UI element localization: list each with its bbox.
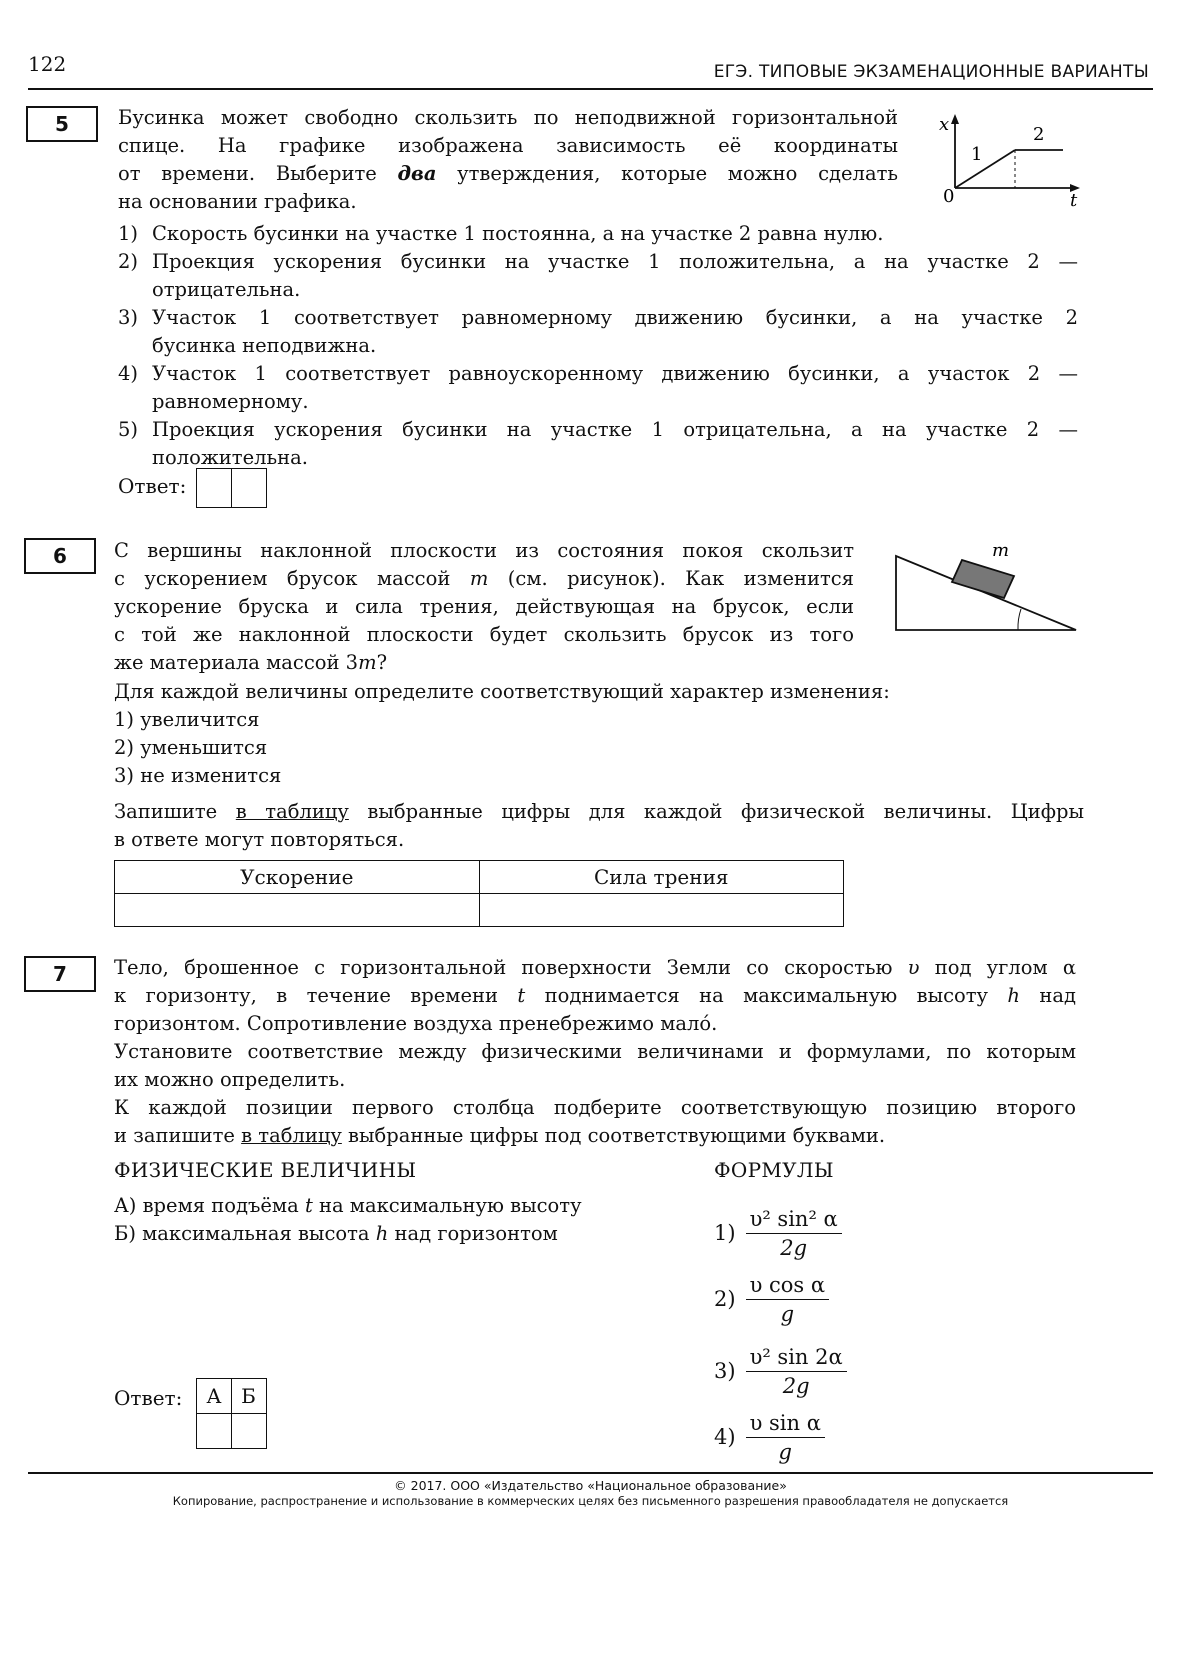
q7-quantities — [114, 1192, 654, 1248]
q6-answer-friction-cell[interactable] — [479, 894, 844, 927]
q6-line-5: же материала массой 3m? — [114, 651, 388, 674]
q5-option-5: 5) Проекция ускорения бусинки на участке 1 отрицательна, а на участке 2 — положительна. — [118, 418, 1078, 469]
q5-answer-cell-2[interactable] — [231, 468, 267, 508]
q7-formula-1: 1) $\frac{\text{υ² sin² α}}{2g}$ — [714, 1200, 847, 1266]
q5-intro-line-2: спице. На графике изображена зависимость её координаты — [118, 134, 898, 157]
q7-formula-3: 3) $\frac{\text{υ² sin 2α}}{2g}$ — [714, 1338, 847, 1404]
segment-1-line — [955, 150, 1015, 188]
page-number: 122 — [28, 52, 67, 76]
footer-rule — [28, 1472, 1153, 1474]
angle-arc — [1018, 609, 1021, 630]
q7-column-1-title: ФИЗИЧЕСКИЕ ВЕЛИЧИНЫ — [114, 1158, 417, 1182]
x-axis-arrow — [951, 114, 959, 124]
q7-answer-table — [196, 1378, 267, 1449]
q7-line-6: К каждой позиции первого столбца подберите соответствующую позицию второго — [114, 1096, 1076, 1119]
t-axis-label: t — [1070, 190, 1078, 210]
origin-label: 0 — [943, 186, 955, 207]
q5-option-4: 4) Участок 1 соответствует равноускоренному движению бусинки, а участок 2 — равномерному. — [118, 362, 1078, 413]
q7-formula-2: 2) $\frac{\text{υ cos α}}{g}$ — [714, 1266, 847, 1332]
question-6-intro — [114, 537, 854, 677]
q7-line-1: Тело, брошенное с горизонтальной поверхности Земли со скоростью υ под углом α — [114, 956, 1076, 979]
x-axis-label: x — [939, 114, 950, 135]
q6-choice-2: 2) уменьшится — [114, 736, 268, 759]
q7-answer-label: Ответ: — [114, 1386, 183, 1410]
q5-answer-cell-1[interactable] — [196, 468, 232, 508]
block-mass-label: m — [992, 540, 1010, 561]
question-6-number: 6 — [24, 538, 96, 574]
q6-write-line-2: в ответе могут повторяться. — [114, 828, 405, 851]
q5-option-1: 1) Скорость бусинки на участке 1 постоянна, а на участке 2 равна нулю. — [118, 222, 884, 245]
q7-item-b: Б) максимальная высота h над горизонтом — [114, 1222, 558, 1245]
q6-inclined-plane-figure — [890, 536, 1085, 636]
question-5-intro — [118, 104, 898, 216]
q6-answer-table — [114, 860, 844, 927]
q6-line-4: с той же наклонной плоскости будет скользить брусок из того — [114, 623, 854, 646]
q7-line-5: их можно определить. — [114, 1068, 346, 1091]
q7-formulas — [714, 1200, 847, 1470]
question-7-intro — [114, 954, 1076, 1150]
running-header: ЕГЭ. ТИПОВЫЕ ЭКЗАМЕНАЦИОННЫЕ ВАРИАНТЫ — [713, 62, 1149, 82]
q7-line-2: к горизонту, в течение времени t поднимается на максимальную высоту h над — [114, 984, 1076, 1007]
q6-line-2: с ускорением брусок массой m (см. рисунок). Как изменится — [114, 567, 854, 590]
segment-1-label: 1 — [971, 144, 983, 165]
q5-position-time-graph — [925, 110, 1085, 210]
q7-answer-cell-a[interactable] — [196, 1413, 232, 1449]
q6-choice-3: 3) не изменится — [114, 764, 282, 787]
q6-write-line-1: Запишите в таблицу выбранные цифры для каждой физической величины. Цифры — [114, 800, 1085, 823]
q7-answer-cell-b[interactable] — [231, 1413, 267, 1449]
q7-answer-header-b: Б — [231, 1378, 267, 1414]
header-rule — [28, 88, 1153, 90]
q7-answer-header-a: А — [196, 1378, 232, 1414]
q7-line-4: Установите соответствие между физическими величинами и формулами, по которым — [114, 1040, 1076, 1063]
q5-intro-line-1: Бусинка может свободно скользить по неподвижной горизонтальной — [118, 106, 898, 129]
q6-header-friction: Сила трения — [479, 861, 844, 894]
footer-copyright: © 2017. ООО «Издательство «Национальное образование» — [394, 1478, 787, 1493]
q6-body — [114, 678, 1084, 854]
q5-intro-line-4: на основании графика. — [118, 190, 357, 213]
question-5-number: 5 — [26, 106, 98, 142]
q6-instruction: Для каждой величины определите соответствующий характер изменения: — [114, 680, 890, 703]
q7-formula-4: 4) $\frac{\text{υ sin α}}{g}$ — [714, 1404, 847, 1470]
q6-answer-acceleration-cell[interactable] — [115, 894, 480, 927]
q6-line-1: С вершины наклонной плоскости из состояния покоя скользит — [114, 539, 854, 562]
q7-item-a: А) время подъёма t на максимальную высоту — [114, 1194, 582, 1217]
q6-line-3: ускорение бруска и сила трения, действующая на брусок, если — [114, 595, 854, 618]
question-7-number: 7 — [24, 956, 96, 992]
segment-2-label: 2 — [1033, 124, 1045, 145]
q6-header-acceleration: Ускорение — [115, 861, 480, 894]
block — [952, 560, 1014, 598]
q5-answer-label: Ответ: — [118, 474, 187, 498]
q5-option-3: 3) Участок 1 соответствует равномерному движению бусинки, а на участке 2 бусинка неподвижна. — [118, 306, 1078, 357]
q7-column-2-title: ФОРМУЛЫ — [714, 1158, 834, 1182]
footer-notice: Копирование, распространение и использование в коммерческих целях без письменного разрешения правообладателя не допускается — [172, 1494, 1009, 1508]
q5-answer-boxes — [196, 468, 267, 508]
q5-intro-line-3: от времени. Выберите два утверждения, которые можно сделать — [118, 162, 898, 185]
q7-line-3: горизонтом. Сопротивление воздуха пренебрежимо мало́. — [114, 1012, 718, 1035]
q6-choice-1: 1) увеличится — [114, 708, 260, 731]
q7-line-7: и запишите в таблицу выбранные цифры под соответствующими буквами. — [114, 1124, 886, 1147]
q5-option-2: 2) Проекция ускорения бусинки на участке 1 положительна, а на участке 2 — отрицательна. — [118, 250, 1078, 301]
q5-options-list — [118, 220, 1078, 472]
